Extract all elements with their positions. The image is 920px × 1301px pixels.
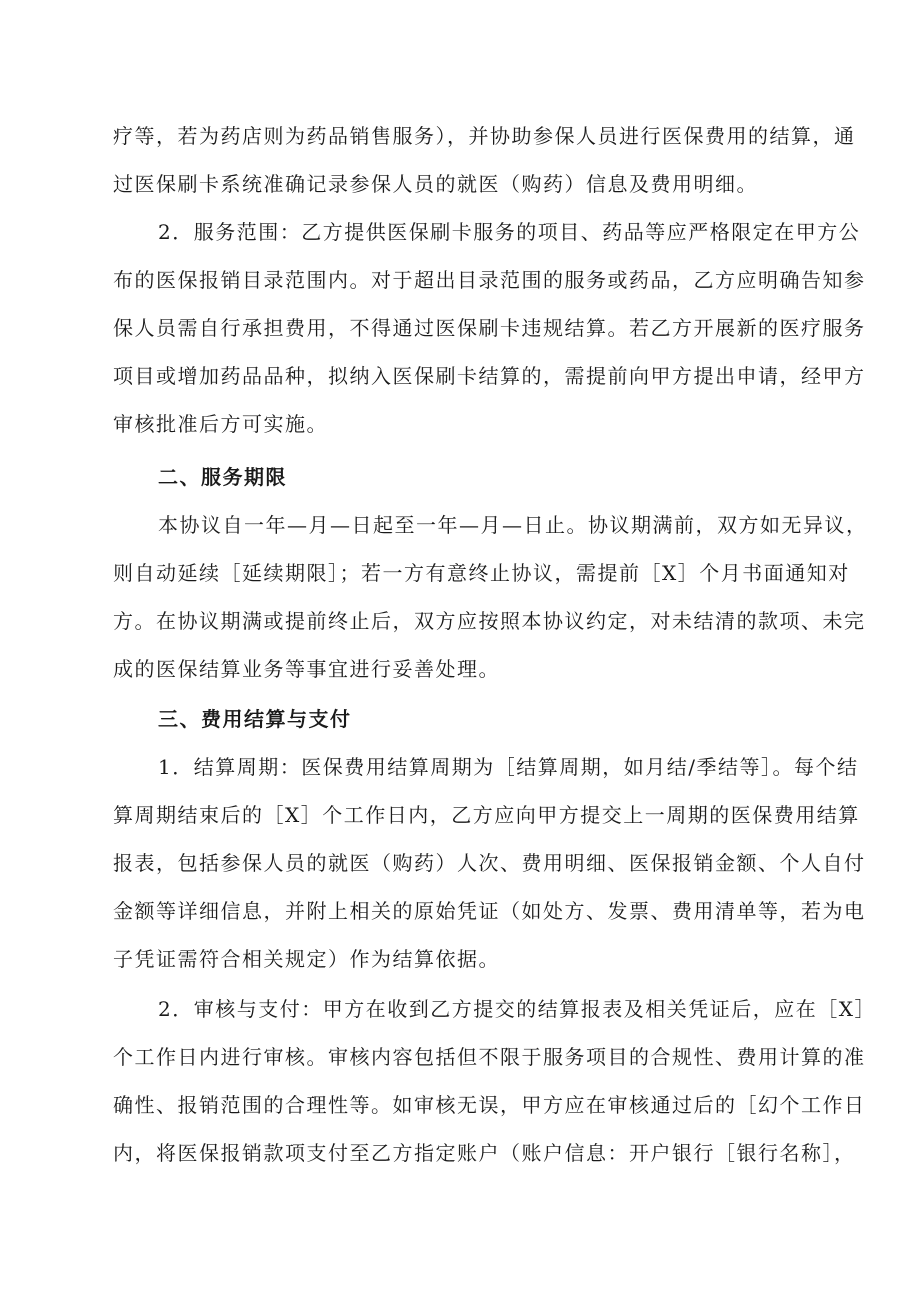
paragraph-line: 算周期结束后的［X］个工作日内，乙方应向甲方提交上一周期的医保费用结算 [113, 803, 860, 827]
paragraph-line: 子凭证需符合相关规定）作为结算依据。 [113, 947, 500, 971]
paragraph-line: 审核批准后方可实施。 [113, 412, 328, 436]
paragraph-line: 项目或增加药品品种，拟纳入医保刷卡结算的，需提前向甲方提出申请，经甲方 [113, 364, 866, 388]
section-heading: 三、费用结算与支付 [158, 707, 352, 731]
paragraph-line: 方。在协议期满或提前终止后，双方应按照本协议约定，对未结清的款项、未完 [113, 609, 866, 633]
paragraph-line: 2．审核与支付：甲方在收到乙方提交的结算报表及相关凭证后，应在［X］ [158, 997, 876, 1021]
paragraph-line: 报表，包括参保人员的就医（购药）人次、费用明细、医保报销金额、个人自付 [113, 851, 866, 875]
paragraph-line: 确性、报销范围的合理性等。如审核无误，甲方应在审核通过后的［幻个工作日 [113, 1093, 866, 1117]
paragraph-line: 本协议自一年—月—日起至一年—月—日止。协议期满前，双方如无异议， [158, 513, 868, 537]
paragraph-line: 1．结算周期：医保费用结算周期为［结算周期，如月结/季结等］。每个结 [158, 755, 859, 779]
paragraph-line: 成的医保结算业务等事宜进行妥善处理。 [113, 657, 500, 681]
paragraph-line: 2．服务范围：乙方提供医保刷卡服务的项目、药品等应严格限定在甲方公 [158, 220, 861, 244]
paragraph-line: 保人员需自行承担费用，不得通过医保刷卡违规结算。若乙方开展新的医疗服务 [113, 316, 866, 340]
paragraph-line: 过医保刷卡系统准确记录参保人员的就医（购药）信息及费用明细。 [113, 172, 758, 196]
section-heading: 二、服务期限 [158, 465, 287, 489]
paragraph-line: 则自动延续［延续期限］；若一方有意终止协议，需提前［X］个月书面通知对 [113, 561, 850, 585]
paragraph-line: 布的医保报销目录范围内。对于超出目录范围的服务或药品，乙方应明确告知参 [113, 268, 866, 292]
paragraph-line: 疗等，若为药店则为药品销售服务），并协助参保人员进行医保费用的结算，通 [113, 124, 856, 148]
paragraph-line: 金额等详细信息，并附上相关的原始凭证（如处方、发票、费用清单等，若为电 [113, 899, 866, 923]
paragraph-line: 个工作日内进行审核。审核内容包括但不限于服务项目的合规性、费用计算的准 [113, 1045, 866, 1069]
paragraph-line: 内，将医保报销款项支付至乙方指定账户（账户信息：开户银行［银行名称］， [113, 1141, 856, 1165]
